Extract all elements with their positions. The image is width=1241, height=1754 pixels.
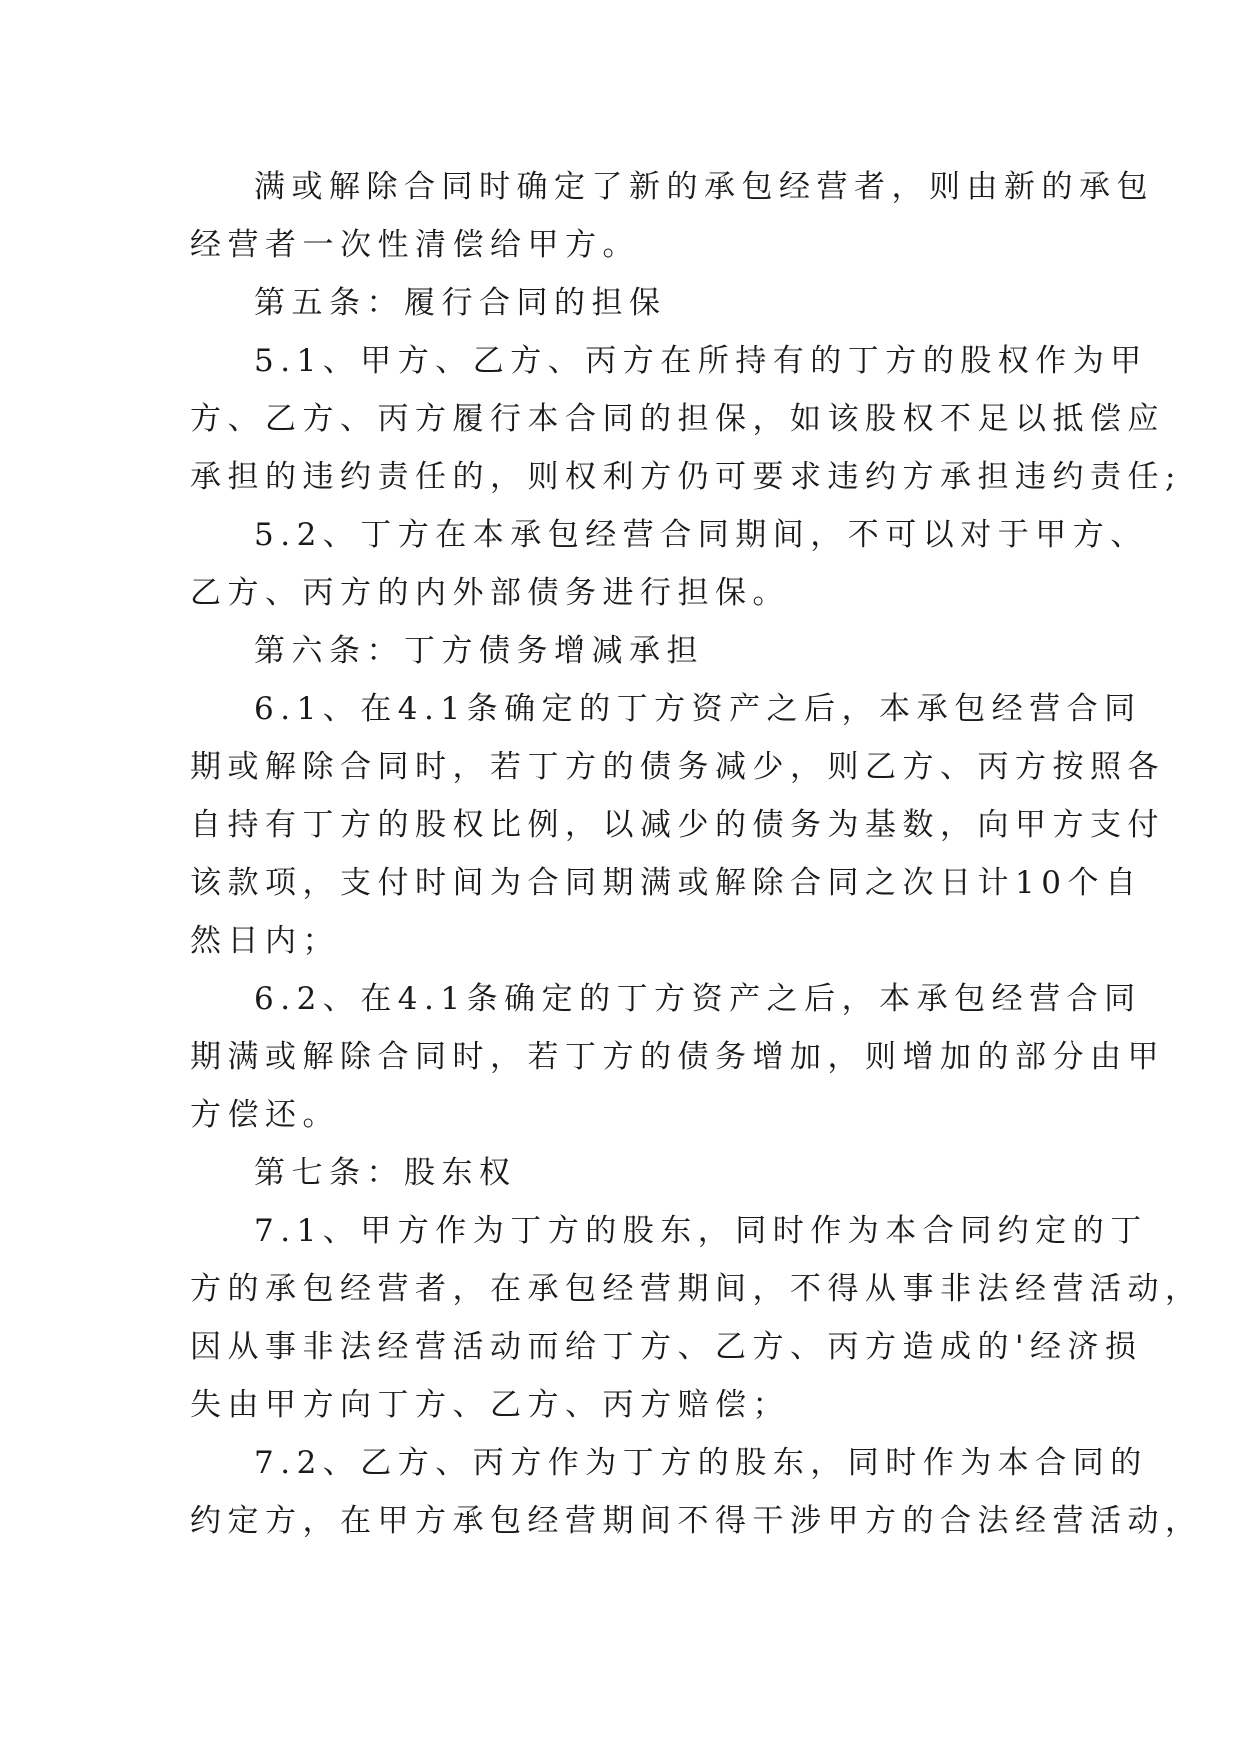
text-line: 方偿还。 bbox=[190, 1097, 340, 1133]
text-line: 约定方，在甲方承包经营期间不得干涉甲方的合法经营活动， bbox=[190, 1503, 1203, 1539]
text-line: 满或解除合同时确定了新的承包经营者，则由新的承包 bbox=[254, 169, 1154, 205]
text-line: 5.1、甲方、乙方、丙方在所持有的丁方的股权作为甲 bbox=[254, 343, 1148, 379]
article-heading: 第五条：履行合同的担保 bbox=[254, 285, 667, 321]
text-line: 方、乙方、丙方履行本合同的担保，如该股权不足以抵偿应 bbox=[190, 401, 1165, 437]
text-line: 5.2、丁方在本承包经营合同期间，不可以对于甲方、 bbox=[254, 517, 1148, 553]
article-heading: 第七条：股东权 bbox=[254, 1155, 517, 1191]
text-line: 乙方、丙方的内外部债务进行担保。 bbox=[190, 575, 790, 611]
text-line: 经营者一次性清偿给甲方。 bbox=[190, 227, 640, 263]
text-line: 期满或解除合同时，若丁方的债务增加，则增加的部分由甲 bbox=[190, 1039, 1165, 1075]
article-heading: 第六条：丁方债务增减承担 bbox=[254, 633, 704, 669]
text-line: 然日内； bbox=[190, 923, 340, 959]
text-line: 承担的违约责任的，则权利方仍可要求违约方承担违约责任; bbox=[190, 459, 1182, 495]
text-line: 期或解除合同时，若丁方的债务减少，则乙方、丙方按照各 bbox=[190, 749, 1165, 785]
text-line: 6.2、在4.1条确定的丁方资产之后，本承包经营合同 bbox=[254, 981, 1142, 1017]
contract-text-block bbox=[190, 158, 1203, 1550]
text-line: 7.2、乙方、丙方作为丁方的股东，同时作为本合同的 bbox=[254, 1445, 1148, 1481]
text-line: 因从事非法经营活动而给丁方、乙方、丙方造成的'经济损 bbox=[190, 1329, 1143, 1365]
text-line: 6.1、在4.1条确定的丁方资产之后，本承包经营合同 bbox=[254, 691, 1142, 727]
text-line: 7.1、甲方作为丁方的股东，同时作为本合同约定的丁 bbox=[254, 1213, 1148, 1249]
text-line: 方的承包经营者，在承包经营期间，不得从事非法经营活动， bbox=[190, 1271, 1203, 1307]
text-line: 失由甲方向丁方、乙方、丙方赔偿； bbox=[190, 1387, 790, 1423]
text-line: 该款项，支付时间为合同期满或解除合同之次日计10个自 bbox=[190, 865, 1143, 901]
text-line: 自持有丁方的股权比例，以减少的债务为基数，向甲方支付 bbox=[190, 807, 1165, 843]
